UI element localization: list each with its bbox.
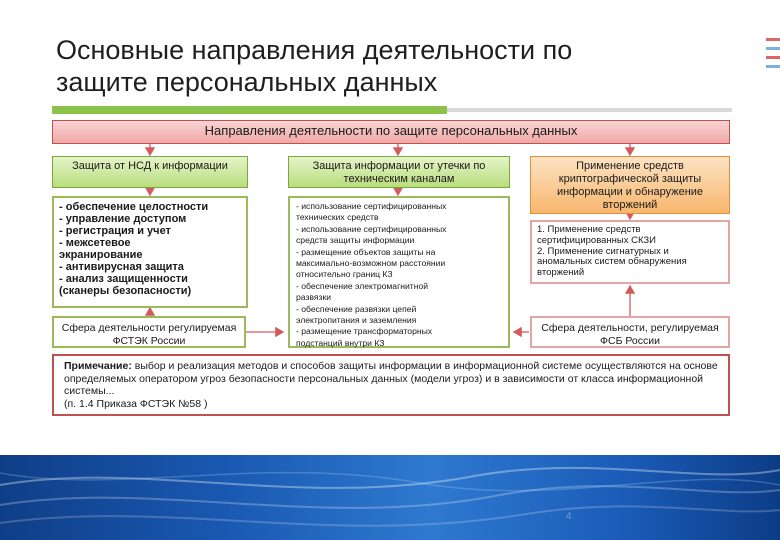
footer-banner: [0, 455, 780, 540]
middle-items-box: [288, 196, 510, 348]
list-item: - размещение трансформаторных: [296, 326, 433, 337]
main-header-box: Направления деятельности по защите персональных данных: [52, 120, 730, 144]
middle-heading-box: Защита информации от утечки по техническим каналам: [288, 156, 510, 188]
list-item: вторжений: [537, 267, 585, 279]
list-item: - обеспечение развязки цепей: [296, 303, 417, 314]
list-item: развязки: [296, 292, 332, 303]
list-item: подстанций внутри КЗ: [296, 337, 385, 348]
left-sphere-box: Сфера деятельности регулируемая ФСТЭК России: [52, 316, 246, 348]
list-item: экранирование: [59, 249, 143, 261]
left-items-box: [52, 196, 248, 308]
note-reference: (п. 1.4 Приказа ФСТЭК №58 ): [64, 397, 208, 410]
list-item: 1. Применение средств: [537, 224, 641, 235]
note-label: Примечание:: [64, 360, 132, 372]
list-item: - межсетевое: [59, 237, 131, 249]
right-heading-box: Применение средств криптографической защиты информации и обнаружение вторжений: [530, 156, 730, 214]
list-item: - обеспечение электромагнитной: [296, 280, 429, 291]
title-line-1: Основные направления деятельности по: [56, 35, 573, 65]
note-box: [52, 354, 730, 416]
list-item: - анализ защищенности: [59, 273, 188, 285]
list-item: - обеспечение целостности: [59, 201, 209, 213]
list-item: - размещение объектов защиты на: [296, 246, 436, 257]
left-heading-box: Защита от НСД к информации: [52, 156, 248, 188]
right-items-box: [530, 220, 730, 284]
list-item: относительно границ КЗ: [296, 269, 393, 280]
list-item: - антивирусная защита: [59, 261, 184, 273]
list-item: аномальных систем обнаружения: [537, 256, 687, 268]
list-item: - управление доступом: [59, 213, 187, 225]
list-item: - регистрация и учет: [59, 225, 171, 237]
list-item: сертифицированных СКЗИ: [537, 234, 656, 246]
title-line-2: защите персональных данных: [56, 67, 438, 97]
list-item: 2. Применение сигнатурных и: [537, 245, 669, 257]
list-item: максимально-возможном расстоянии: [296, 258, 446, 269]
list-item: (сканеры безопасности): [59, 285, 192, 297]
right-sphere-box: Сфера деятельности, регулируемая ФСБ России: [530, 316, 730, 348]
list-item: - использование сертифицированных: [296, 201, 447, 211]
list-item: - использование сертифицированных: [296, 223, 447, 234]
note-text: выбор и реализация методов и способов защиты информации в информационной системе осуществляются на основе определяемых оператором угроз безопасности персональных данных (модели угроз) и в зависимости от класса информационной системы...: [64, 360, 718, 397]
page-number: 4: [566, 511, 572, 522]
list-item: средств защиты информации: [296, 235, 415, 246]
list-item: электропитания и заземления: [296, 315, 417, 326]
footer-wave-decoration: [0, 455, 780, 540]
list-item: технических средств: [296, 212, 379, 223]
